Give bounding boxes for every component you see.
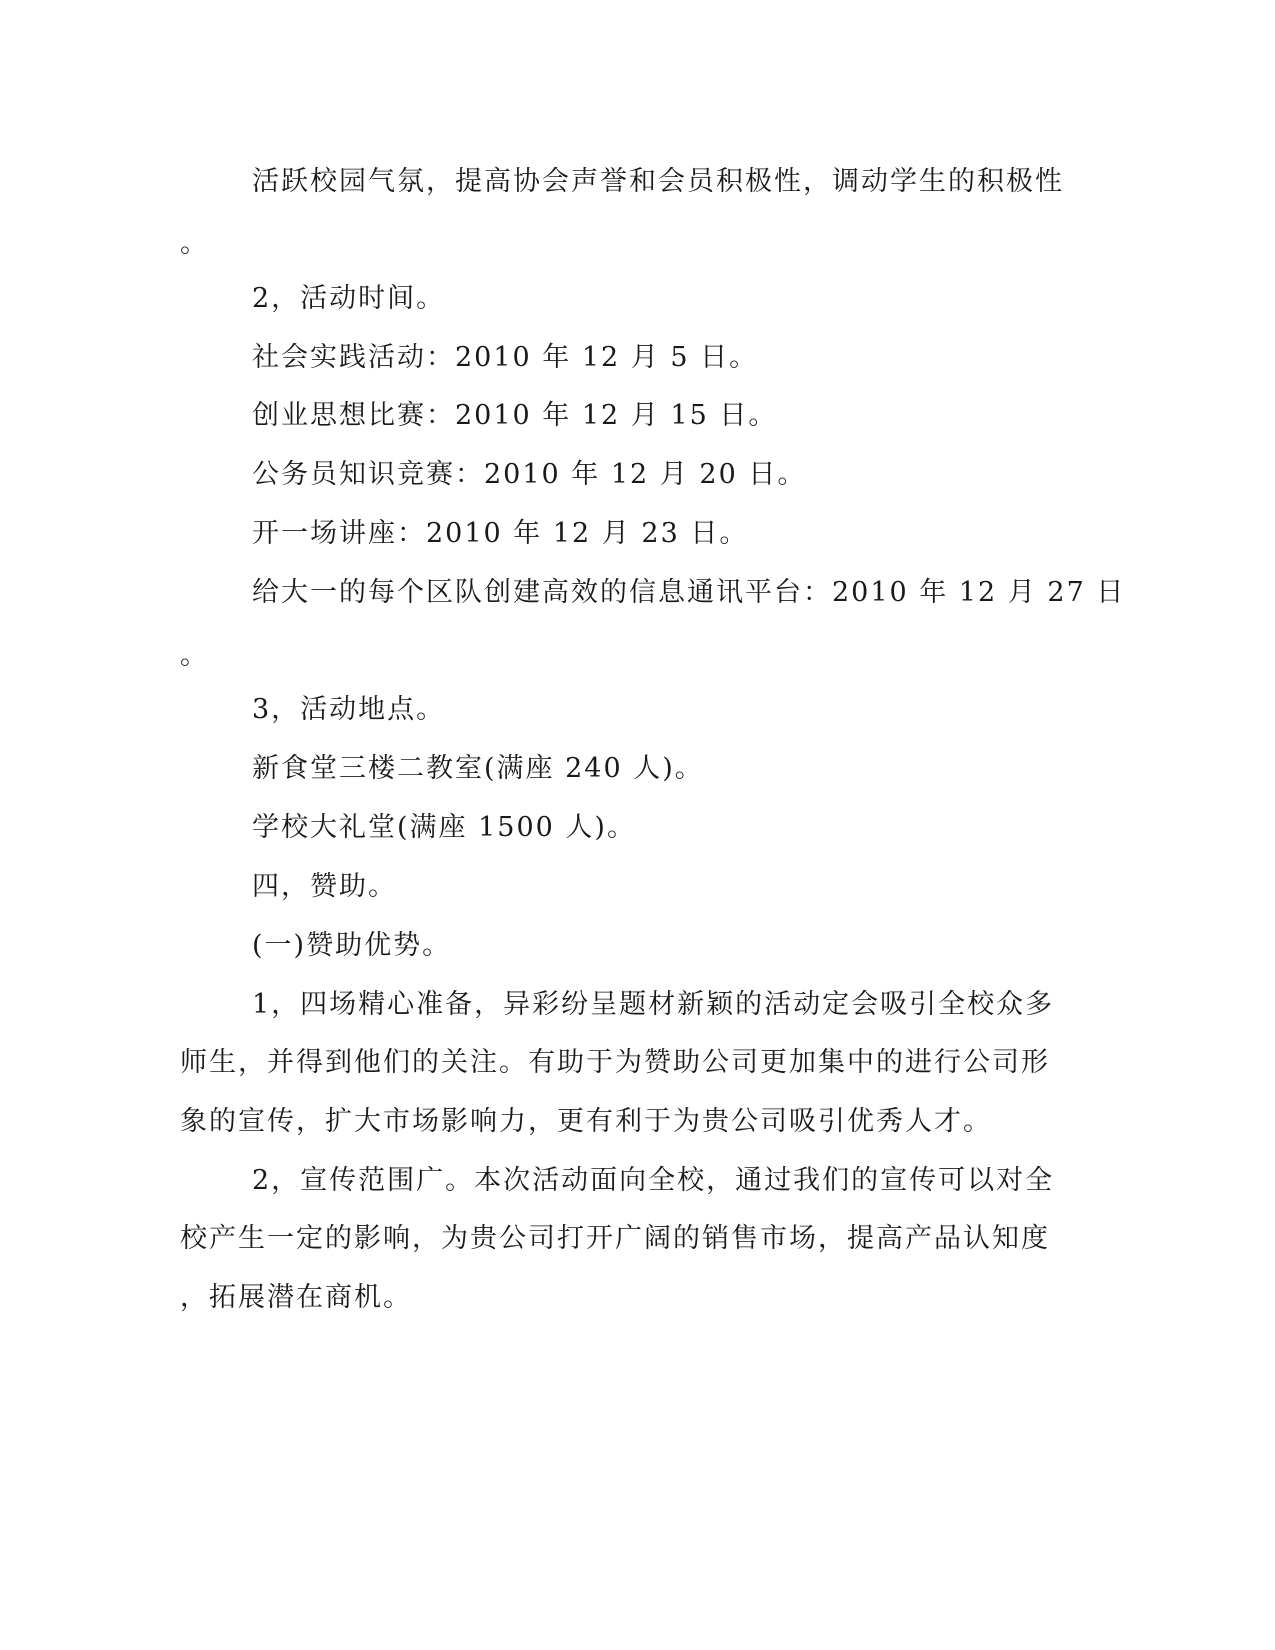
paragraph-line: ，拓展潜在商机。 (180, 1282, 412, 1313)
paragraph-line: 师生，并得到他们的关注。有助于为赞助公司更加集中的进行公司形 (180, 1047, 1050, 1078)
paragraph-line: 2，宣传范围广。本次活动面向全校，通过我们的宣传可以对全 (252, 1165, 1055, 1196)
schedule-item: 公务员知识竞赛：2010 年 12 月 20 日。 (252, 459, 807, 490)
section-heading: 3，活动地点。 (252, 694, 446, 725)
section-heading: 四，赞助。 (252, 871, 397, 902)
schedule-item: 给大一的每个区队创建高效的信息通讯平台：2010 年 12 月 27 日 (252, 577, 1126, 608)
schedule-item: 社会实践活动：2010 年 12 月 5 日。 (252, 342, 759, 373)
paragraph-line: 。 (180, 228, 209, 259)
schedule-item: 开一场讲座：2010 年 12 月 23 日。 (252, 518, 749, 549)
paragraph-line: 象的宣传，扩大市场影响力，更有利于为贵公司吸引优秀人才。 (180, 1106, 992, 1137)
venue-item: 学校大礼堂(满座 1500 人)。 (252, 812, 636, 843)
subsection-heading: (一)赞助优势。 (252, 930, 452, 961)
paragraph-line: 校产生一定的影响，为贵公司打开广阔的销售市场，提高产品认知度 (180, 1223, 1050, 1254)
schedule-item: 创业思想比赛：2010 年 12 月 15 日。 (252, 400, 778, 431)
paragraph-line: 活跃校园气氛，提高协会声誉和会员积极性，调动学生的积极性 (252, 166, 1064, 197)
section-heading: 2，活动时间。 (252, 283, 446, 314)
paragraph-line: 。 (180, 640, 209, 671)
venue-item: 新食堂三楼二教室(满座 240 人)。 (252, 753, 704, 784)
paragraph-line: 1，四场精心准备，异彩纷呈题材新颖的活动定会吸引全校众多 (252, 989, 1055, 1020)
